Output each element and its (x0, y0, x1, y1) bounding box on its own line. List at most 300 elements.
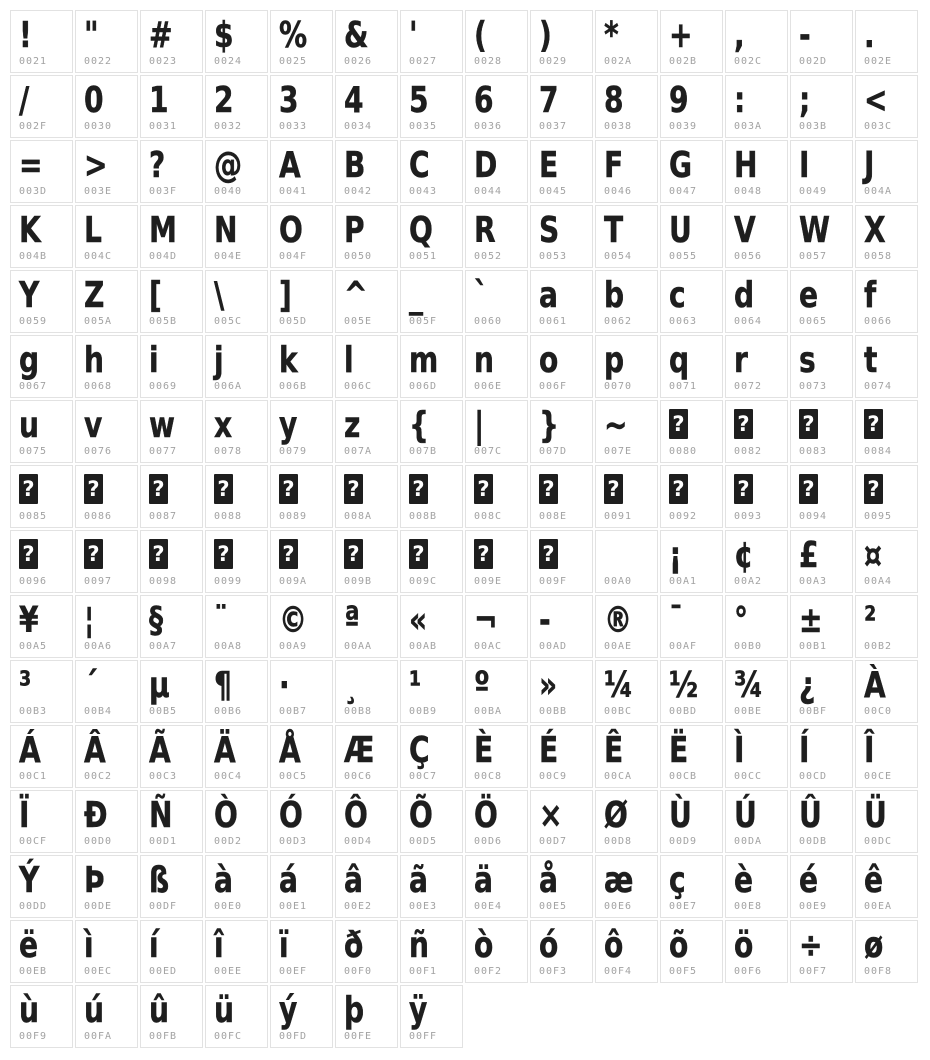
glyph-cell[interactable] (855, 855, 918, 918)
glyph-cell[interactable] (530, 790, 593, 853)
glyph: Z (84, 275, 105, 316)
glyph: Ì (734, 730, 745, 771)
glyph-cell[interactable] (530, 10, 593, 73)
codepoint-label: 005B (149, 316, 178, 327)
glyph-cell[interactable] (400, 205, 463, 268)
codepoint-label: 0037 (539, 121, 568, 132)
glyph-cell[interactable] (335, 140, 398, 203)
glyph-cell[interactable] (790, 920, 853, 983)
glyph-cell[interactable] (140, 985, 203, 1048)
glyph-cell[interactable] (140, 270, 203, 333)
glyph-cell[interactable] (140, 920, 203, 983)
glyph-cell[interactable] (595, 75, 658, 138)
glyph-cell[interactable] (75, 10, 138, 73)
glyph-cell[interactable] (75, 660, 138, 723)
glyph-cell[interactable] (790, 530, 853, 593)
glyph-cell[interactable] (270, 10, 333, 73)
glyph-cell[interactable] (790, 10, 853, 73)
glyph-cell[interactable] (75, 725, 138, 788)
glyph-cell[interactable] (400, 140, 463, 203)
codepoint-label: 0070 (604, 381, 633, 392)
glyph-cell[interactable] (270, 660, 333, 723)
glyph: F (604, 145, 624, 186)
glyph-cell[interactable] (140, 725, 203, 788)
glyph-cell[interactable] (270, 855, 333, 918)
glyph-cell[interactable] (725, 205, 788, 268)
glyph-cell[interactable] (140, 140, 203, 203)
glyph-cell[interactable] (595, 10, 658, 73)
codepoint-label: 00D1 (149, 836, 178, 847)
glyph: ¥ (19, 600, 39, 641)
glyph: , (734, 15, 745, 56)
codepoint-label: 00AD (539, 641, 568, 652)
glyph: - (539, 600, 551, 641)
glyph-cell[interactable] (10, 10, 73, 73)
glyph-cell[interactable] (660, 400, 723, 463)
glyph: ñ (409, 925, 429, 966)
glyph-cell[interactable] (855, 10, 918, 73)
glyph-cell[interactable] (595, 140, 658, 203)
glyph-cell[interactable] (75, 855, 138, 918)
codepoint-label: 00AF (669, 641, 698, 652)
glyph-cell[interactable] (530, 855, 593, 918)
codepoint-label: 00FB (149, 1031, 178, 1042)
glyph-cell[interactable] (140, 205, 203, 268)
glyph-cell[interactable] (205, 140, 268, 203)
codepoint-label: 0064 (734, 316, 763, 327)
codepoint-label: 00C9 (539, 771, 568, 782)
glyph-cell[interactable] (205, 205, 268, 268)
glyph-cell[interactable] (205, 790, 268, 853)
glyph-cell[interactable] (595, 205, 658, 268)
glyph-cell[interactable] (205, 10, 268, 73)
glyph-cell[interactable] (660, 790, 723, 853)
glyph-cell[interactable] (855, 75, 918, 138)
glyph-cell[interactable] (10, 920, 73, 983)
glyph: Â (84, 730, 106, 771)
glyph-cell[interactable] (75, 75, 138, 138)
glyph-cell[interactable] (595, 270, 658, 333)
codepoint-label: 00C2 (84, 771, 113, 782)
glyph-cell[interactable] (725, 335, 788, 398)
glyph: L (84, 210, 102, 251)
glyph-cell[interactable] (140, 335, 203, 398)
glyph-cell[interactable] (790, 855, 853, 918)
glyph-cell[interactable] (10, 530, 73, 593)
codepoint-label: 00CF (19, 836, 48, 847)
glyph-cell[interactable] (465, 855, 528, 918)
glyph-cell[interactable] (465, 465, 528, 528)
glyph: ä (474, 860, 493, 901)
glyph (604, 535, 642, 575)
codepoint-label: 0041 (279, 186, 308, 197)
glyph-cell[interactable] (400, 465, 463, 528)
glyph-cell[interactable] (140, 400, 203, 463)
glyph-cell[interactable] (660, 725, 723, 788)
glyph-cell[interactable] (595, 400, 658, 463)
glyph-cell[interactable] (205, 465, 268, 528)
codepoint-label: 004D (149, 251, 178, 262)
glyph-cell[interactable] (335, 725, 398, 788)
glyph-cell[interactable] (855, 530, 918, 593)
glyph-cell[interactable] (335, 205, 398, 268)
glyph-cell[interactable] (660, 140, 723, 203)
glyph-cell[interactable] (465, 75, 528, 138)
glyph-cell[interactable] (660, 595, 723, 658)
glyph: v (84, 405, 103, 446)
glyph-cell[interactable] (205, 530, 268, 593)
glyph-cell[interactable] (595, 595, 658, 658)
glyph-cell[interactable] (270, 140, 333, 203)
codepoint-label: 0067 (19, 381, 48, 392)
glyph-cell[interactable] (10, 205, 73, 268)
glyph-cell[interactable] (595, 335, 658, 398)
glyph: À (864, 665, 886, 706)
codepoint-label: 00B4 (84, 706, 113, 717)
glyph-cell[interactable] (270, 790, 333, 853)
glyph: N (214, 210, 238, 251)
glyph-cell[interactable] (660, 270, 723, 333)
glyph: / (19, 80, 30, 121)
glyph-cell[interactable] (140, 595, 203, 658)
glyph: ¾ (734, 665, 764, 706)
glyph-cell[interactable] (465, 270, 528, 333)
codepoint-label: 0074 (864, 381, 893, 392)
glyph-cell[interactable] (465, 335, 528, 398)
codepoint-label: 00EC (84, 966, 113, 977)
codepoint-label: 0025 (279, 56, 308, 67)
glyph-cell[interactable] (725, 400, 788, 463)
glyph-cell[interactable] (335, 400, 398, 463)
glyph-cell[interactable] (660, 530, 723, 593)
glyph-cell[interactable] (400, 790, 463, 853)
glyph-cell[interactable] (400, 725, 463, 788)
glyph-cell[interactable] (855, 725, 918, 788)
glyph-cell[interactable] (530, 595, 593, 658)
glyph-cell[interactable] (725, 660, 788, 723)
glyph-cell[interactable] (530, 530, 593, 593)
glyph-cell[interactable] (205, 595, 268, 658)
glyph-cell[interactable] (10, 465, 73, 528)
codepoint-label: 00A6 (84, 641, 113, 652)
glyph-cell[interactable] (725, 465, 788, 528)
glyph-cell[interactable] (400, 75, 463, 138)
glyph-cell[interactable] (400, 985, 463, 1048)
glyph-cell[interactable] (790, 270, 853, 333)
codepoint-label: 007B (409, 446, 438, 457)
glyph: s (799, 340, 816, 381)
codepoint-label: 0094 (799, 511, 828, 522)
glyph-cell[interactable] (400, 920, 463, 983)
glyph-cell[interactable] (725, 855, 788, 918)
glyph-cell[interactable] (140, 465, 203, 528)
glyph-cell[interactable] (205, 400, 268, 463)
glyph-cell[interactable] (790, 790, 853, 853)
glyph-cell[interactable] (465, 205, 528, 268)
glyph-cell[interactable] (205, 985, 268, 1048)
glyph-cell[interactable] (10, 140, 73, 203)
glyph-cell[interactable] (335, 530, 398, 593)
glyph: { (409, 405, 429, 446)
codepoint-label: 00A7 (149, 641, 178, 652)
notdef-glyph: ? (669, 474, 688, 504)
codepoint-label: 00F4 (604, 966, 633, 977)
glyph-cell[interactable] (855, 595, 918, 658)
glyph-cell[interactable] (205, 920, 268, 983)
glyph-cell[interactable] (335, 465, 398, 528)
glyph-cell[interactable] (855, 205, 918, 268)
glyph: & (344, 15, 369, 56)
glyph-cell[interactable] (140, 660, 203, 723)
glyph-cell[interactable] (790, 595, 853, 658)
glyph-cell[interactable] (270, 335, 333, 398)
glyph-cell[interactable] (335, 920, 398, 983)
glyph-cell[interactable] (595, 465, 658, 528)
glyph-cell[interactable] (790, 75, 853, 138)
glyph-cell[interactable] (75, 985, 138, 1048)
glyph-cell[interactable] (140, 790, 203, 853)
glyph-cell[interactable] (530, 205, 593, 268)
codepoint-label: 00CC (734, 771, 763, 782)
codepoint-label: 00D8 (604, 836, 633, 847)
glyph-cell[interactable] (530, 465, 593, 528)
glyph-cell[interactable] (335, 595, 398, 658)
glyph-cell[interactable] (660, 920, 723, 983)
glyph-cell[interactable] (465, 140, 528, 203)
glyph-cell[interactable] (660, 75, 723, 138)
glyph-cell[interactable] (335, 335, 398, 398)
glyph-cell[interactable] (790, 400, 853, 463)
glyph-cell[interactable] (725, 270, 788, 333)
codepoint-label: 00FF (409, 1031, 438, 1042)
glyph-cell[interactable] (270, 725, 333, 788)
glyph-cell[interactable] (855, 465, 918, 528)
glyph-cell[interactable] (465, 10, 528, 73)
glyph-cell[interactable] (660, 205, 723, 268)
glyph-cell[interactable] (855, 400, 918, 463)
glyph: è (734, 860, 754, 901)
glyph-cell[interactable] (855, 270, 918, 333)
codepoint-label: 0092 (669, 511, 698, 522)
glyph-cell[interactable] (205, 855, 268, 918)
glyph: Ü (864, 795, 887, 836)
glyph-cell[interactable] (465, 660, 528, 723)
glyph-cell[interactable] (335, 985, 398, 1048)
glyph-cell[interactable] (75, 335, 138, 398)
glyph-cell[interactable] (725, 530, 788, 593)
glyph-cell[interactable] (400, 855, 463, 918)
glyph-cell[interactable] (400, 530, 463, 593)
glyph-cell[interactable] (335, 270, 398, 333)
glyph-cell[interactable] (270, 595, 333, 658)
glyph-cell[interactable] (270, 985, 333, 1048)
glyph-cell[interactable] (75, 205, 138, 268)
glyph-cell[interactable] (270, 465, 333, 528)
glyph-cell[interactable] (140, 75, 203, 138)
codepoint-label: 005D (279, 316, 308, 327)
glyph: ÿ (409, 990, 428, 1031)
glyph-cell[interactable] (75, 465, 138, 528)
glyph-cell[interactable] (465, 595, 528, 658)
glyph: Á (19, 730, 41, 771)
glyph-cell[interactable] (855, 335, 918, 398)
glyph-cell[interactable] (10, 335, 73, 398)
codepoint-label: 0075 (19, 446, 48, 457)
glyph-cell[interactable] (400, 595, 463, 658)
glyph: ö (734, 925, 754, 966)
glyph-cell[interactable] (465, 530, 528, 593)
glyph: ù (19, 990, 39, 1031)
codepoint-label: 00BE (734, 706, 763, 717)
notdef-glyph: ? (19, 539, 38, 569)
codepoint-label: 00A1 (669, 576, 698, 587)
glyph-cell[interactable] (75, 400, 138, 463)
glyph-cell[interactable] (270, 400, 333, 463)
glyph-cell[interactable] (270, 920, 333, 983)
glyph-cell[interactable] (10, 985, 73, 1048)
glyph-cell[interactable] (335, 75, 398, 138)
glyph-cell[interactable] (790, 465, 853, 528)
codepoint-label: 004A (864, 186, 893, 197)
glyph-cell[interactable] (465, 400, 528, 463)
glyph-cell[interactable] (10, 75, 73, 138)
glyph-cell[interactable] (790, 725, 853, 788)
glyph-cell[interactable] (400, 10, 463, 73)
notdef-glyph: ? (149, 474, 168, 504)
glyph-cell[interactable] (335, 790, 398, 853)
glyph-cell[interactable] (790, 335, 853, 398)
glyph-cell[interactable] (465, 920, 528, 983)
glyph-cell[interactable] (335, 660, 398, 723)
glyph-cell[interactable] (465, 790, 528, 853)
codepoint-label: 00BC (604, 706, 633, 717)
glyph-cell[interactable] (855, 790, 918, 853)
glyph-cell[interactable] (205, 75, 268, 138)
glyph-cell[interactable] (595, 530, 658, 593)
glyph-cell[interactable] (660, 335, 723, 398)
glyph-cell[interactable] (270, 75, 333, 138)
codepoint-label: 00E3 (409, 901, 438, 912)
codepoint-label: 0052 (474, 251, 503, 262)
glyph-cell[interactable] (725, 790, 788, 853)
glyph-cell[interactable] (400, 335, 463, 398)
glyph-cell[interactable] (205, 725, 268, 788)
glyph-cell[interactable] (660, 10, 723, 73)
glyph-cell[interactable] (530, 660, 593, 723)
glyph-cell[interactable] (205, 270, 268, 333)
glyph-cell[interactable] (335, 855, 398, 918)
glyph-cell[interactable] (10, 270, 73, 333)
glyph-cell[interactable] (400, 660, 463, 723)
glyph-cell[interactable] (75, 790, 138, 853)
codepoint-label: 00D6 (474, 836, 503, 847)
glyph-cell[interactable] (660, 660, 723, 723)
glyph-cell[interactable] (205, 660, 268, 723)
glyph-cell[interactable] (270, 205, 333, 268)
glyph-cell[interactable] (465, 725, 528, 788)
glyph-cell[interactable] (530, 400, 593, 463)
codepoint-label: 002B (669, 56, 698, 67)
glyph-cell[interactable] (270, 270, 333, 333)
glyph-cell[interactable] (400, 400, 463, 463)
glyph: ' (409, 15, 418, 56)
glyph-cell[interactable] (530, 140, 593, 203)
glyph-cell[interactable] (725, 10, 788, 73)
glyph-cell[interactable] (530, 920, 593, 983)
notdef-glyph: ? (409, 539, 428, 569)
codepoint-label: 00BA (474, 706, 503, 717)
notdef-glyph: ? (409, 474, 428, 504)
glyph-cell[interactable] (10, 595, 73, 658)
codepoint-label: 0072 (734, 381, 763, 392)
glyph-cell[interactable] (75, 140, 138, 203)
glyph-cell[interactable] (530, 270, 593, 333)
glyph-cell[interactable] (335, 10, 398, 73)
glyph-cell[interactable] (530, 75, 593, 138)
glyph-cell[interactable] (75, 530, 138, 593)
glyph-cell[interactable] (595, 855, 658, 918)
glyph-cell[interactable] (595, 790, 658, 853)
glyph-cell[interactable] (595, 660, 658, 723)
glyph-cell[interactable] (855, 920, 918, 983)
glyph-cell[interactable] (400, 270, 463, 333)
glyph-cell[interactable] (595, 920, 658, 983)
glyph-cell[interactable] (270, 530, 333, 593)
glyph-cell[interactable] (75, 270, 138, 333)
glyph-cell[interactable] (790, 205, 853, 268)
codepoint-label: 0096 (19, 576, 48, 587)
glyph-cell[interactable] (140, 530, 203, 593)
glyph-cell[interactable] (75, 920, 138, 983)
glyph-cell[interactable] (530, 725, 593, 788)
glyph-cell[interactable] (725, 920, 788, 983)
glyph-cell[interactable] (10, 660, 73, 723)
glyph-cell[interactable] (10, 400, 73, 463)
codepoint-label: 00B1 (799, 641, 828, 652)
codepoint-label: 00C8 (474, 771, 503, 782)
glyph-cell[interactable] (725, 75, 788, 138)
glyph-cell[interactable] (140, 10, 203, 73)
glyph-cell[interactable] (75, 595, 138, 658)
glyph-cell[interactable] (660, 465, 723, 528)
glyph: 7 (539, 80, 559, 121)
glyph: R (474, 210, 496, 251)
glyph-cell[interactable] (725, 725, 788, 788)
glyph-cell[interactable] (725, 595, 788, 658)
glyph-cell[interactable] (660, 855, 723, 918)
glyph-cell[interactable] (530, 335, 593, 398)
codepoint-label: 00D2 (214, 836, 243, 847)
glyph-cell[interactable] (790, 140, 853, 203)
glyph: é (799, 860, 819, 901)
codepoint-label: 00D9 (669, 836, 698, 847)
glyph-cell[interactable] (595, 725, 658, 788)
glyph-cell[interactable] (205, 335, 268, 398)
glyph-cell[interactable] (725, 140, 788, 203)
codepoint-label: 0079 (279, 446, 308, 457)
glyph: A (279, 145, 301, 186)
glyph-cell[interactable] (855, 660, 918, 723)
glyph-cell[interactable] (10, 855, 73, 918)
glyph-cell[interactable] (790, 660, 853, 723)
glyph-cell[interactable] (855, 140, 918, 203)
codepoint-label: 00C0 (864, 706, 893, 717)
notdef-glyph: ? (344, 539, 363, 569)
glyph-cell[interactable] (140, 855, 203, 918)
glyph: º (474, 665, 490, 706)
glyph-cell[interactable] (10, 725, 73, 788)
glyph-cell[interactable] (10, 790, 73, 853)
